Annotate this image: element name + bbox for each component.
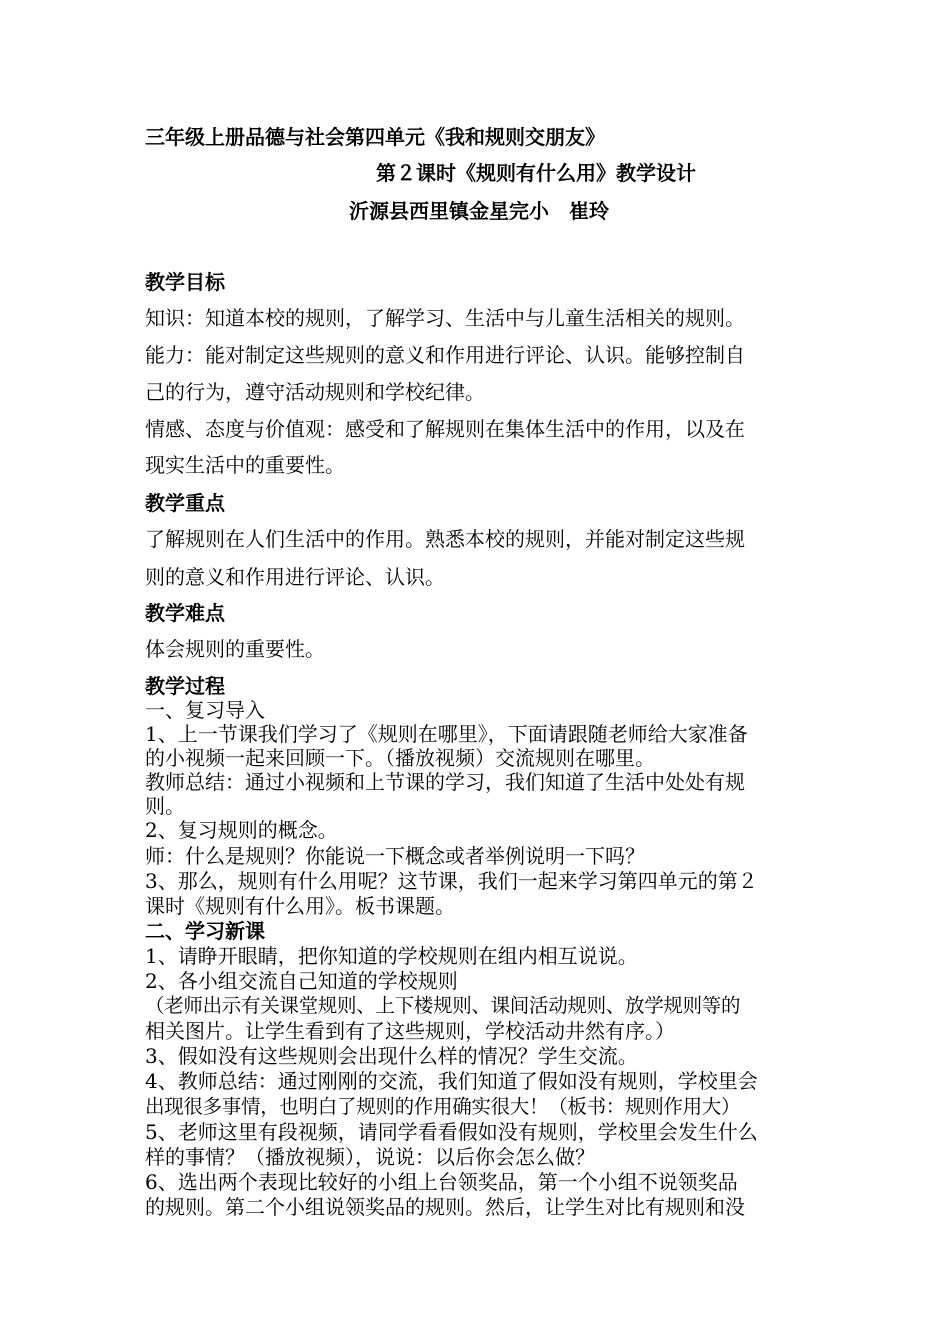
process-line: 出现很多事情，也明白了规则的作用确实很大！（板书：规则作用大） (145, 1095, 741, 1118)
objective-knowledge: 知识：知道本校的规则，了解学习、生活中与儿童生活相关的规则。 (145, 306, 745, 330)
key-points-line: 则的意义和作用进行评论、认识。 (145, 565, 445, 589)
author-line: 沂源县西里镇金星完小 崔玲 (349, 199, 609, 223)
process-line: 则。 (145, 794, 185, 818)
key-points-line: 了解规则在人们生活中的作用。熟悉本校的规则，并能对制定这些规 (145, 527, 745, 551)
objective-emotion-line: 情感、态度与价值观：感受和了解规则在集体生活中的作用，以及在 (145, 417, 745, 441)
process-line: 1、请睁开眼睛，把你知道的学校规则在组内相互说说。 (145, 944, 638, 968)
process-line: 一、复习导入 (145, 698, 265, 722)
lesson-subtitle: 第２课时《规则有什么用》教学设计 (376, 161, 696, 185)
process-line: 2、各小组交流自己知道的学校规则 (145, 969, 458, 993)
process-line: 2、复习规则的概念。 (145, 818, 338, 842)
process-line: 3、那么，规则有什么用呢？这节课，我们一起来学习第四单元的第２ (145, 869, 758, 893)
process-line: 课时《规则有什么用》。板书课题。 (145, 894, 455, 918)
process-line: 样的事情？（播放视频），说说：以后你会怎么做？ (145, 1145, 595, 1169)
process-line: 1、上一节课我们学习了《规则在哪里》，下面请跟随老师给大家准备 (145, 722, 748, 746)
objective-ability-line: 己的行为，遵守活动规则和学校纪律。 (145, 380, 485, 404)
difficulties-heading: 教学难点 (145, 601, 225, 625)
process-section-heading: 二、学习新课 (145, 919, 265, 943)
objective-emotion-line: 现实生活中的重要性。 (145, 453, 345, 477)
process-line: 的规则。第二个小组说领奖品的规则。然后，让学生对比有规则和没 (145, 1195, 745, 1219)
process-line: 的小视频一起来回顾一下。（播放视频）交流规则在哪里。 (145, 746, 655, 770)
document-title: 三年级上册品德与社会第四单元《我和规则交朋友》 (145, 125, 605, 149)
process-line: 师：什么是规则？你能说一下概念或者举例说明一下吗？ (145, 844, 645, 868)
process-line: 4、教师总结：通过刚刚的交流，我们知道了假如没有规则，学校里会 (145, 1069, 758, 1093)
objectives-heading: 教学目标 (145, 270, 225, 294)
process-line: 6、选出两个表现比较好的小组上台领奖品，第一个小组不说领奖品 (145, 1170, 738, 1194)
process-line: 5、老师这里有段视频，请同学看看假如没有规则，学校里会发生什么 (145, 1120, 758, 1144)
process-heading: 教学过程 (145, 674, 225, 698)
process-line: 教师总结：通过小视频和上节课的学习，我们知道了生活中处处有规 (145, 770, 745, 794)
key-points-heading: 教学重点 (145, 491, 225, 515)
process-line: 3、假如没有这些规则会出现什么样的情况？学生交流。 (145, 1044, 638, 1068)
process-line: 相关图片。让学生看到有了这些规则，学校活动井然有序。） (145, 1019, 675, 1043)
process-line: （老师出示有关课堂规则、上下楼规则、课间活动规则、放学规则等的 (145, 994, 741, 1017)
objective-ability-line: 能力：能对制定这些规则的意义和作用进行评论、认识。能够控制自 (145, 343, 745, 367)
difficulties-line: 体会规则的重要性。 (145, 637, 325, 661)
